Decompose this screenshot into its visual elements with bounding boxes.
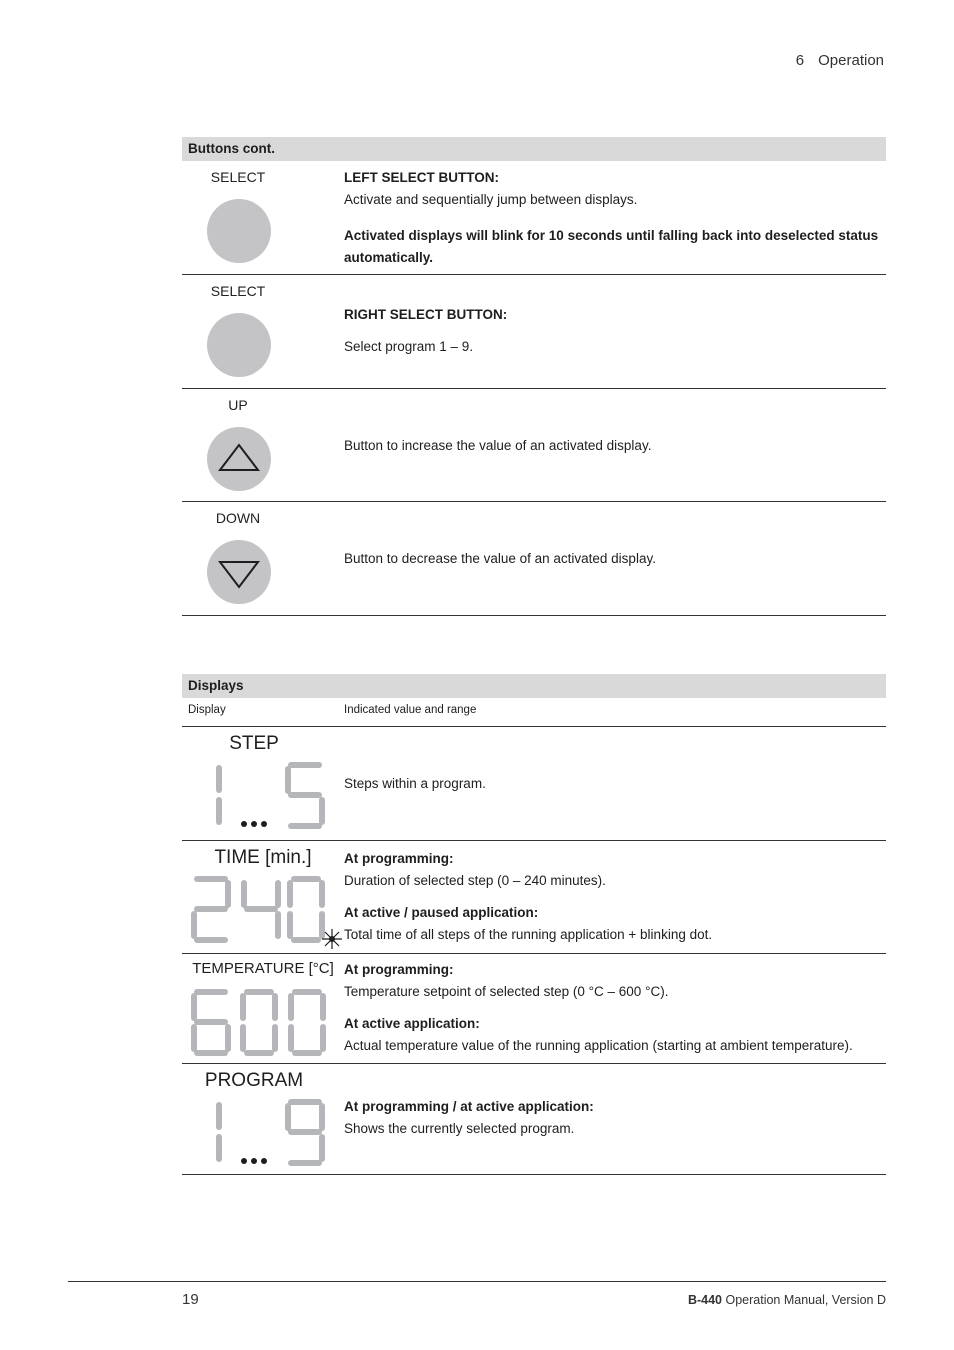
button-description: Select program 1 – 9.	[344, 339, 474, 354]
button-description: Button to increase the value of an activated display.	[344, 438, 652, 453]
step-display-icon	[188, 761, 332, 831]
circle-button-icon	[207, 313, 271, 377]
display-label: PROGRAM	[204, 1070, 304, 1091]
display-heading: At programming / at active application:	[344, 1099, 594, 1114]
manual-version: Operation Manual, Version D	[725, 1293, 886, 1307]
circle-button-icon	[207, 199, 271, 263]
button-heading: RIGHT SELECT BUTTON:	[344, 307, 508, 322]
time-display-icon	[186, 875, 342, 951]
display-heading: At active / paused application:	[344, 905, 539, 920]
display-description: Total time of all steps of the running application + blinking dot.	[344, 927, 713, 942]
chapter-title: Operation	[818, 52, 884, 69]
button-label: UP	[228, 397, 248, 413]
display-label: TEMPERATURE [°C]	[192, 960, 334, 977]
triangle-up-icon	[207, 427, 271, 491]
table-row	[182, 727, 886, 841]
button-heading: LEFT SELECT BUTTON:	[344, 170, 499, 185]
button-description: Activate and sequentially jump between displays.	[344, 192, 638, 207]
footer-divider	[68, 1281, 886, 1282]
display-heading: At programming:	[344, 962, 454, 977]
button-note: Activated displays will blink for 10 seconds until falling back into deselected status automatically.	[344, 228, 879, 265]
displays-table	[182, 674, 886, 1175]
button-label: SELECT	[210, 169, 266, 185]
buttons-section-title: Buttons cont.	[182, 137, 886, 161]
display-heading: At active application:	[344, 1016, 480, 1031]
button-description: Button to decrease the value of an activated display.	[344, 551, 656, 566]
program-display-icon	[188, 1098, 332, 1168]
display-description: Actual temperature value of the running application (starting at ambient temperature).	[344, 1038, 853, 1053]
displays-column-headers	[182, 698, 886, 727]
table-row	[182, 954, 886, 1064]
temperature-display-icon	[186, 988, 336, 1060]
displays-section-title: Displays	[182, 674, 886, 698]
button-label: SELECT	[210, 283, 266, 299]
table-row	[182, 1064, 886, 1175]
display-label: TIME [min.]	[214, 847, 312, 868]
display-description: Duration of selected step (0 – 240 minutes).	[344, 873, 606, 888]
table-row	[182, 275, 886, 389]
button-label: DOWN	[215, 510, 261, 526]
table-row	[182, 841, 886, 954]
chapter-header	[796, 52, 884, 69]
table-row	[182, 161, 886, 275]
page-number: 19	[182, 1291, 199, 1308]
display-description: Shows the currently selected program.	[344, 1121, 575, 1136]
display-description: Steps within a program.	[344, 776, 486, 791]
triangle-down-icon	[207, 540, 271, 604]
display-heading: At programming:	[344, 851, 454, 866]
product-name: B-440	[687, 1293, 722, 1307]
display-description: Temperature setpoint of selected step (0 °C – 600 °C).	[344, 984, 669, 999]
column-header-display: Display	[188, 704, 226, 716]
manual-title	[688, 1293, 886, 1307]
display-label: STEP	[229, 733, 279, 754]
column-header-value: Indicated value and range	[344, 704, 477, 716]
chapter-number: 6	[795, 52, 805, 69]
table-row	[182, 389, 886, 502]
buttons-table	[182, 137, 886, 616]
table-row	[182, 502, 886, 616]
